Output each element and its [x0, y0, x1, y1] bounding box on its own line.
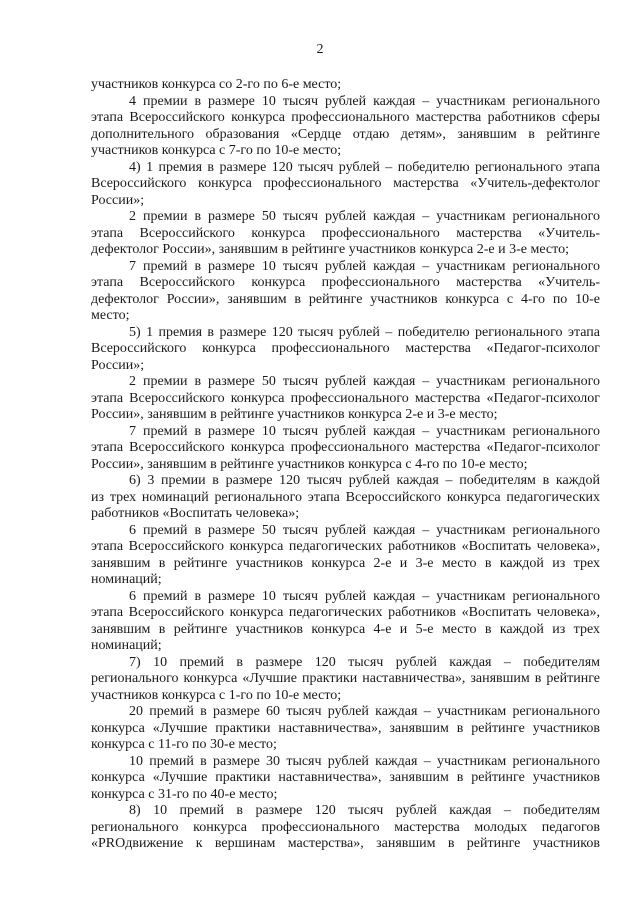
text-line: занявшим в рейтинге участников конкурса 2-е и 3-е место в каждой из трех: [91, 555, 600, 571]
text-line: этапа Всероссийского конкурса профессионального мастерства «Педагог-психолог: [91, 390, 600, 406]
text-line: занявшим в рейтинге участников конкурса 4-е и 5-е место в каждой из трех: [91, 621, 600, 637]
text-line: регионального конкурса «Лучшие практики наставничества», занявшим в рейтинге: [91, 671, 600, 686]
text-line: конкурса с 31-го по 40-е место;: [91, 786, 278, 802]
text-line: России», занявшим в рейтинге участников конкурса 2-е и 3-е место;: [91, 407, 498, 422]
text-line: конкурса с 11-го по 30-е место;: [91, 737, 277, 752]
text-line: 8) 10 премий в размере 120 тысяч рублей каждая – победителям: [129, 803, 600, 818]
text-line: 10 премий в размере 30 тысяч рублей каждая – участникам регионального: [129, 753, 600, 769]
text-line: 4 премии в размере 10 тысяч рублей каждая – участникам регионального: [129, 93, 600, 109]
text-line: регионального конкурса профессионального мастерства молодых педагогов: [91, 819, 600, 835]
text-line: Всероссийского конкурса профессионального мастерства «Педагог-психолог: [91, 341, 600, 356]
text-line: 6 премий в размере 50 тысяч рублей каждая – участникам регионального: [129, 522, 600, 538]
text-line: 2 премии в размере 50 тысяч рублей каждая – участникам регионального: [129, 374, 600, 389]
text-line: «PROдвижение к вершинам мастерства», занявшим в рейтинге участников: [91, 836, 600, 851]
text-line: 2 премии в размере 50 тысяч рублей каждая – участникам регионального: [129, 209, 600, 224]
text-line: этапа Всероссийского конкурса профессионального мастерства работников сферы: [91, 110, 600, 125]
text-line: России»;: [91, 192, 145, 208]
text-line: этапа Всероссийского конкурса профессионального мастерства «Учитель-: [91, 275, 600, 290]
text-line: 4) 1 премия в размере 120 тысяч рублей – победителю регионального этапа: [129, 159, 600, 175]
text-line: место;: [91, 308, 130, 323]
text-line: участников конкурса со 2-го по 6-е место;: [91, 77, 342, 92]
text-line: этапа Всероссийского конкурса профессионального мастерства «Учитель-: [91, 225, 600, 241]
text-line: конкурса «Лучшие практики наставничества», занявшим в рейтинге участников: [91, 770, 600, 785]
text-line: номинаций;: [91, 572, 162, 587]
text-line: России»;: [91, 357, 145, 373]
text-line: дефектолог России», занявшим в рейтинге участников конкурса с 4-го по 10-е: [91, 291, 600, 307]
text-line: этапа Всероссийского конкурса педагогических работников «Воспитать человека»,: [91, 605, 600, 620]
text-line: участников конкурса с 1-го по 10-е место;: [91, 687, 342, 703]
text-line: участников конкурса с 7-го по 10-е место;: [91, 143, 342, 158]
text-line: Всероссийского конкурса профессионального мастерства «Учитель-дефектолог: [91, 176, 600, 191]
text-line: дополнительного образования «Сердце отдаю детям», занявшим в рейтинге: [91, 126, 600, 142]
text-line: 20 премий в размере 60 тысяч рублей каждая – участникам регионального: [129, 704, 600, 719]
text-line: работников «Воспитать человека»;: [91, 506, 300, 521]
text-line: из трех номинаций регионального этапа Всероссийского конкурса педагогических: [91, 489, 600, 505]
text-line: России», занявшим в рейтинге участников конкурса с 4-го по 10-е место;: [91, 456, 528, 472]
text-line: 7) 10 премий в размере 120 тысяч рублей каждая – победителям: [129, 654, 600, 670]
text-line: этапа Всероссийского конкурса педагогических работников «Воспитать человека»,: [91, 539, 600, 554]
text-line: 6 премий в размере 10 тысяч рублей каждая – участникам регионального: [129, 588, 600, 604]
text-line: 6) 3 премии в размере 120 тысяч рублей каждая – победителям в каждой: [129, 473, 600, 488]
text-line: 7 премий в размере 10 тысяч рублей каждая – участникам регионального: [129, 258, 600, 274]
text-line: дефектолог России», занявшим в рейтинге участников конкурса 2-е и 3-е место;: [91, 242, 569, 257]
text-line: номинаций;: [91, 638, 162, 653]
text-line: конкурса «Лучшие практики наставничества», занявшим в рейтинге участников: [91, 720, 600, 736]
text-line: этапа Всероссийского конкурса профессионального мастерства «Педагог-психолог: [91, 440, 600, 455]
text-line: 7 премий в размере 10 тысяч рублей каждая – участникам регионального: [129, 423, 600, 439]
document-body: [91, 77, 600, 853]
page-number: 2: [316, 42, 324, 57]
text-line: 5) 1 премия в размере 120 тысяч рублей – победителю регионального этапа: [129, 324, 600, 340]
